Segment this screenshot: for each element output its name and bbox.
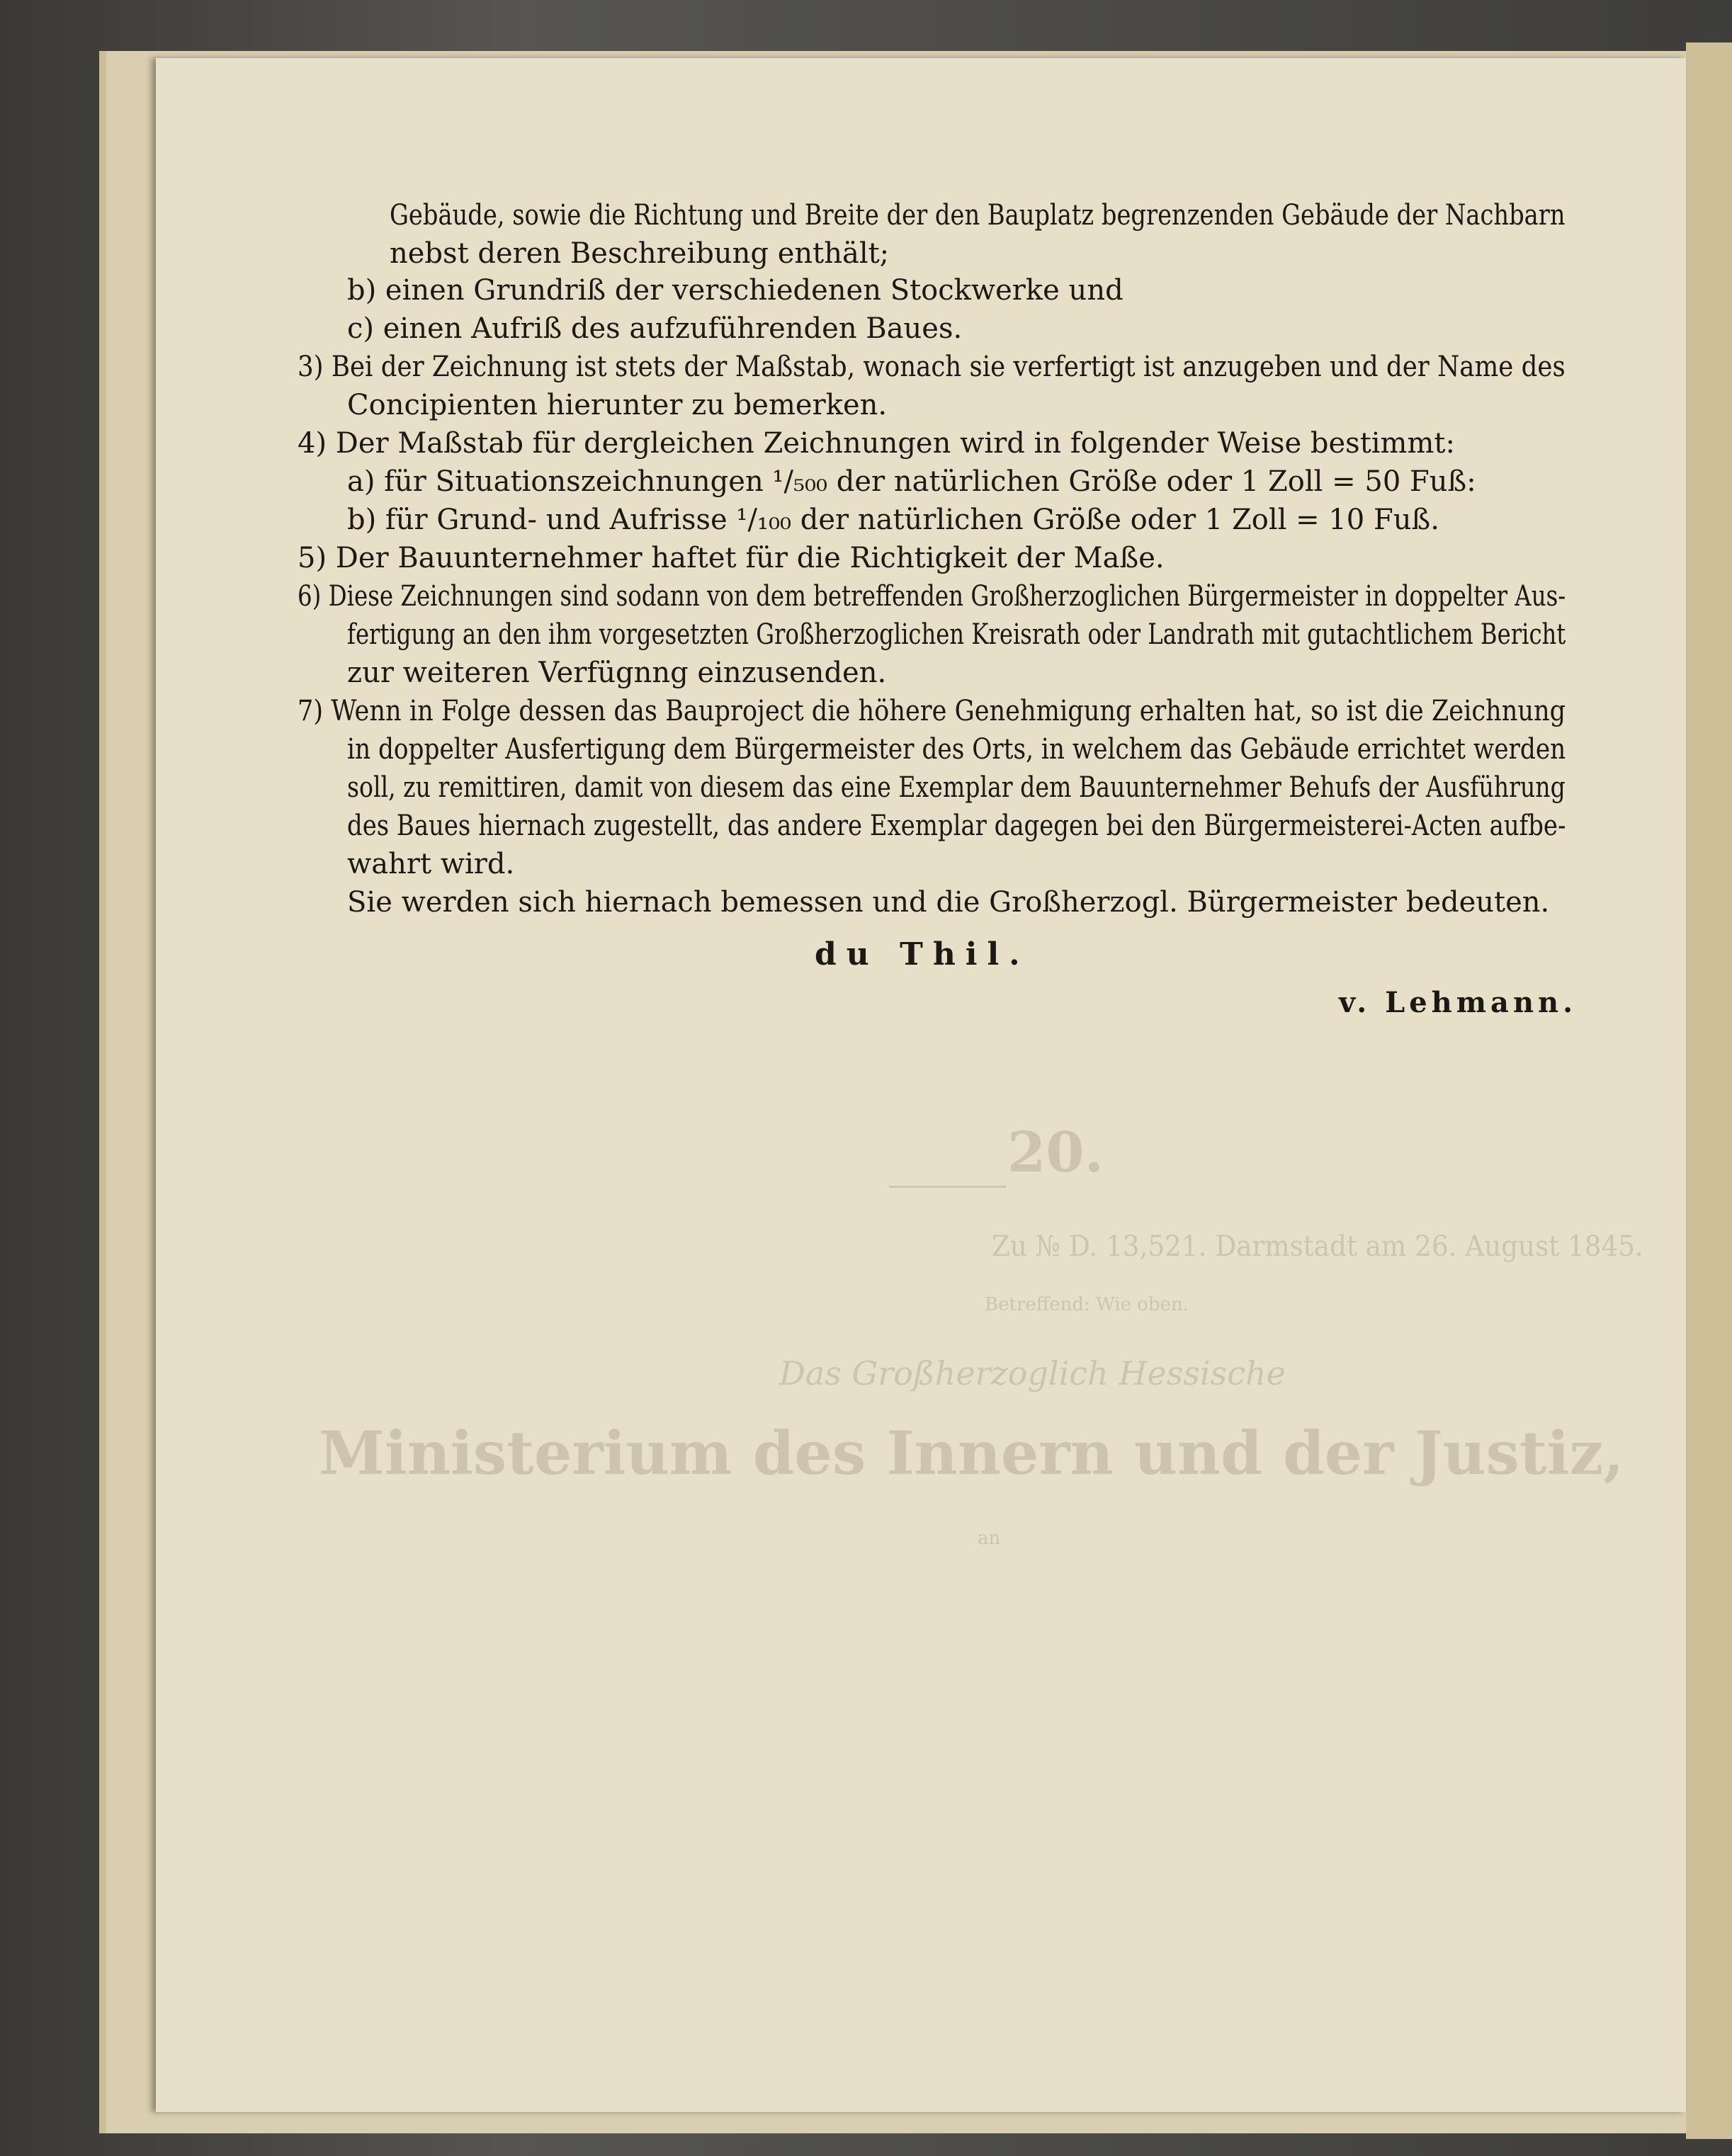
facing-page-edge [1686, 42, 1732, 2139]
text-line: fertigung an den ihm vorgesetzten Großherzoglichen Kreisrath oder Landrath mit gutachtlichem Bericht [347, 618, 1566, 651]
text-line: c) einen Aufriß des aufzuführenden Baues. [347, 312, 963, 345]
text-line: b) einen Grundriß der verschiedenen Stockwerke und [347, 274, 1123, 307]
document-text [156, 58, 1686, 2112]
text-line: 6) Diese Zeichnungen sind sodann von dem betreffenden Großherzoglichen Bürgermeister in doppelter Aus- [298, 580, 1566, 613]
text-line: in doppelter Ausfertigung dem Bürgermeister des Orts, in welchem das Gebäude errichtet werden [347, 733, 1566, 766]
text-line: zur weiteren Verfügnng einzusenden. [347, 657, 887, 689]
text-line: 4) Der Maßstab für dergleichen Zeichnungen wird in folgender Weise bestimmt: [298, 427, 1455, 460]
text-line: a) für Situationszeichnungen ¹/₅₀₀ der natürlichen Größe oder 1 Zoll = 50 Fuß: [347, 465, 1476, 498]
text-line: b) für Grund- und Aufrisse ¹/₁₀₀ der natürlichen Größe oder 1 Zoll = 10 Fuß. [347, 504, 1439, 536]
text-line: Gebäude, sowie die Richtung und Breite der den Bauplatz begrenzenden Gebäude der Nachbarn [390, 199, 1566, 232]
text-line: soll, zu remittiren, damit von diesem das eine Exemplar dem Bauunternehmer Behufs der Ausführung [347, 771, 1566, 804]
signature-du-thil: du Thil. [815, 936, 1030, 972]
text-line: 3) Bei der Zeichnung ist stets der Maßstab, wonach sie verfertigt ist anzugeben und der Name des [298, 351, 1566, 383]
text-line: Sie werden sich hiernach bemessen und die Großherzogl. Bürgermeister bedeuten. [347, 886, 1550, 919]
text-line: 7) Wenn in Folge dessen das Bauproject die höhere Genehmigung erhalten hat, so ist die Zeichnung [298, 695, 1566, 727]
bleed-subject: Betreffend: Wie oben. [985, 1294, 1189, 1315]
text-line: 5) Der Bauunternehmer haftet für die Richtigkeit der Maße. [298, 542, 1165, 574]
signature-lehmann: v. Lehmann. [1339, 986, 1578, 1019]
text-line: wahrt wird. [347, 848, 515, 880]
bleed-ref-line: Zu № D. 13,521. Darmstadt am 26. August 1845. [992, 1230, 1643, 1263]
text-line: Concipienten hierunter zu bemerken. [347, 389, 888, 421]
text-line: nebst deren Beschreibung enthält; [390, 237, 890, 270]
text-line: des Baues hiernach zugestellt, das andere Exemplar dagegen bei den Bürgermeisterei-Acten aufbe- [347, 810, 1566, 842]
bleed-heading-large: Ministerium des Innern und der Justiz, [319, 1418, 1624, 1488]
document-page [156, 58, 1686, 2112]
bleed-an: an [978, 1528, 1001, 1549]
bleed-heading-small: Das Großherzoglich Hessische [779, 1354, 1286, 1392]
bleed-number: 20. [1007, 1120, 1104, 1185]
